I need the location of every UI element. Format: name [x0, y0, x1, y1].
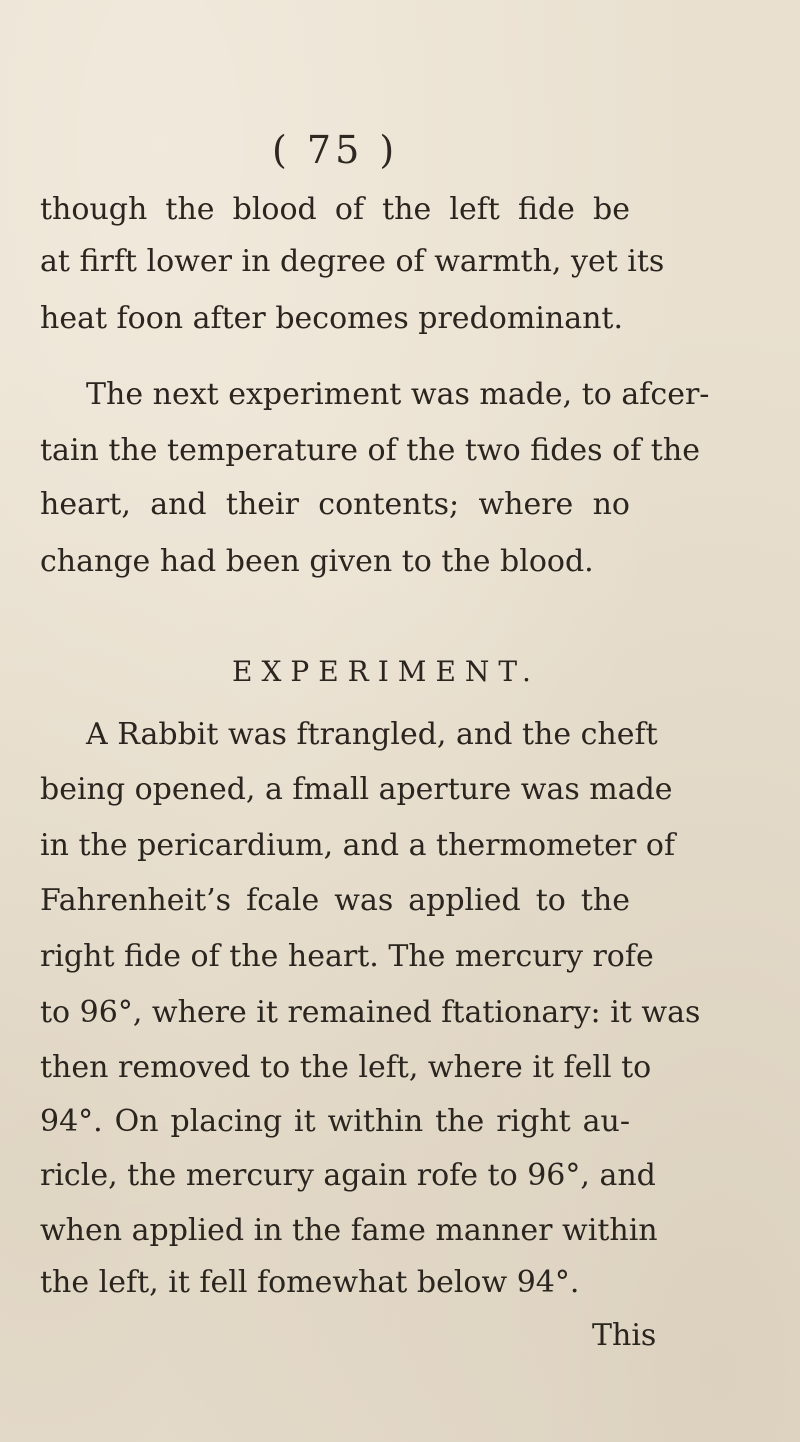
text-line: change had been given to the blood. — [40, 544, 594, 579]
text-line: right fide of the heart. The mercury rofe — [40, 939, 654, 974]
text-line: the left, it fell fomewhat below 94°. — [40, 1265, 580, 1300]
text-line: in the pericardium, and a thermometer of — [40, 828, 676, 863]
text-line: heart, and their contents; where no — [40, 487, 630, 522]
catchword: This — [592, 1318, 657, 1353]
text-line: A Rabbit was ftrangled, and the cheft — [86, 717, 658, 752]
text-line: though the blood of the left fide be — [40, 192, 630, 227]
section-heading: EXPERIMENT. — [232, 655, 540, 688]
text-line: The next experiment was made, to afcer- — [86, 377, 710, 412]
text-line: 94°. On placing it within the right au- — [40, 1104, 630, 1139]
text-line: then removed to the left, where it fell to — [40, 1050, 652, 1085]
text-line: at firft lower in degree of warmth, yet its — [40, 244, 665, 279]
text-line: heat foon after becomes predominant. — [40, 301, 623, 336]
text-line: when applied in the fame manner within — [40, 1213, 658, 1248]
text-line: Fahrenheit’s fcale was applied to the — [40, 883, 630, 918]
text-line: to 96°, where it remained ftationary: it was — [40, 995, 701, 1030]
page-number: ( 75 ) — [272, 128, 399, 172]
text-line: ricle, the mercury again rofe to 96°, and — [40, 1158, 656, 1193]
text-line: being opened, a fmall aperture was made — [40, 772, 673, 807]
text-line: tain the temperature of the two fides of the — [40, 433, 700, 468]
